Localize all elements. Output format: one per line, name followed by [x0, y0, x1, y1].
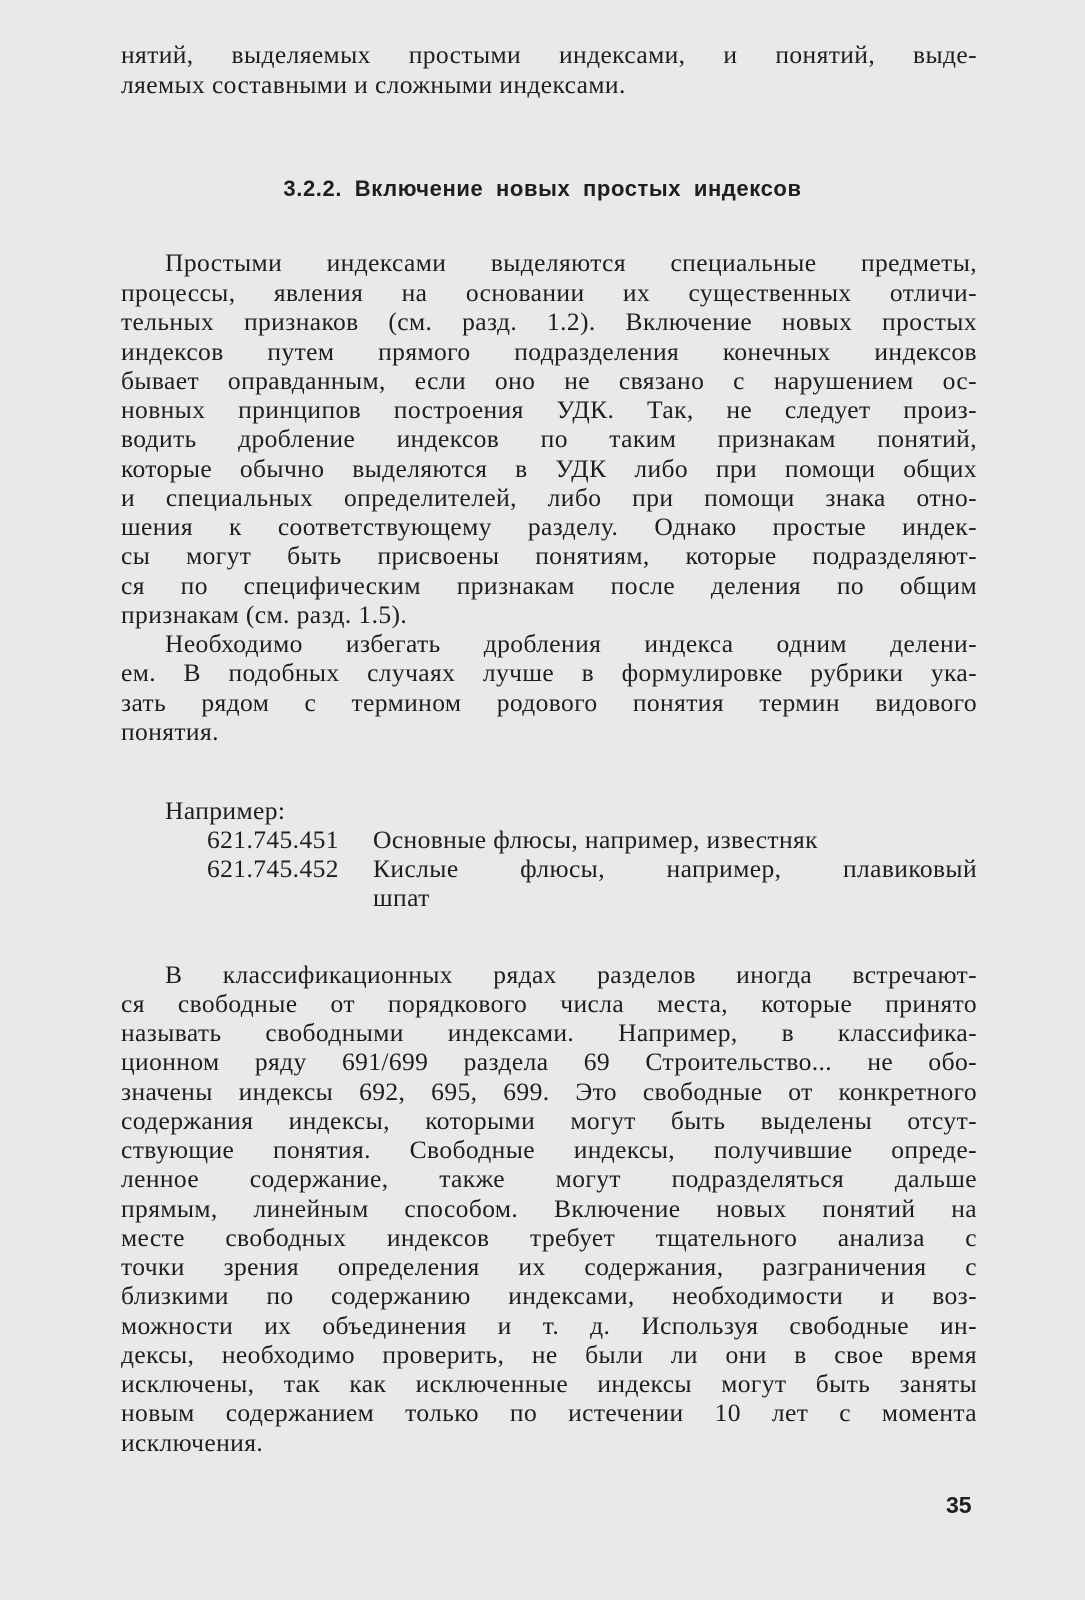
- text-line: месте свободных индексов требует тщательного анализа с: [121, 1223, 977, 1252]
- text-line: водить дробление индексов по таким признакам понятий,: [121, 424, 977, 453]
- text-line: ем. В подобных случаях лучше в формулировке рубрики ука-: [121, 658, 977, 687]
- example-row: [207, 825, 977, 855]
- text-line: содержания индексы, которыми могут быть выделены отсут-: [121, 1106, 977, 1135]
- text-line: Необходимо избегать дробления индекса одним делени-: [165, 629, 977, 658]
- text-line: исключены, так как исключенные индексы могут быть заняты: [121, 1369, 977, 1398]
- section-heading: 3.2.2. Включение новых простых индексов: [283, 176, 802, 201]
- text-line: сы могут быть присвоены понятиям, которые подразделяют-: [121, 541, 977, 570]
- text-line: значены индексы 692, 695, 699. Это свободные от конкретного: [121, 1077, 977, 1106]
- text-line: индексов путем прямого подразделения конечных индексов: [121, 337, 977, 366]
- text-line: Простыми индексами выделяются специальные предметы,: [165, 248, 977, 277]
- text-line: называть свободными индексами. Например, в классифика-: [121, 1018, 977, 1047]
- text-line: признакам (см. разд. 1.5).: [121, 600, 408, 629]
- text-line: ся по специфическим признакам после деления по общим: [121, 571, 977, 600]
- text-line: можности их объединения и т. д. Используя свободные ин-: [121, 1311, 977, 1340]
- text-line: новым содержанием только по истечении 10 лет с момента: [121, 1398, 977, 1427]
- text-line: дексы, необходимо проверить, не были ли они в свое время: [121, 1340, 977, 1369]
- page-number: 35: [946, 1492, 972, 1518]
- example-code: 621.745.452: [207, 854, 339, 883]
- example-row: [207, 854, 977, 884]
- text-line: понятия.: [121, 717, 219, 746]
- example-row: [207, 883, 977, 913]
- text-line: шения к соответствующему разделу. Однако простые индек-: [121, 512, 977, 541]
- text-line: ленное содержание, также могут подразделяться дальше: [121, 1164, 977, 1193]
- text-line: ствующие понятия. Свободные индексы, получившие опреде-: [121, 1135, 977, 1164]
- text-line: ляемых составными и сложными индексами.: [121, 70, 626, 99]
- text-line: прямым, линейным способом. Включение новых понятий на: [121, 1194, 977, 1223]
- text-line: новных принципов построения УДК. Так, не следует произ-: [121, 395, 977, 424]
- text-line: и специальных определителей, либо при помощи знака отно-: [121, 483, 977, 512]
- text-line: тельных признаков (см. разд. 1.2). Включение новых простых: [121, 307, 977, 336]
- text-line: ционном ряду 691/699 раздела 69 Строительство... не обо-: [121, 1047, 977, 1076]
- example-text: Основные флюсы, например, известняк: [373, 825, 818, 854]
- example-text: Кислые флюсы, например, плавиковый: [373, 854, 977, 883]
- text-line: которые обычно выделяются в УДК либо при помощи общих: [121, 454, 977, 483]
- text-line: процессы, явления на основании их существенных отличи-: [121, 278, 977, 307]
- text-line: бывает оправданным, если оно не связано с нарушением ос-: [121, 366, 977, 395]
- text-line: близкими по содержанию индексами, необходимости и воз-: [121, 1281, 977, 1310]
- example-code: 621.745.451: [207, 825, 339, 854]
- text-line: ся свободные от порядкового числа места, которые принято: [121, 989, 977, 1018]
- text-line: исключения.: [121, 1428, 264, 1457]
- text-line: нятий, выделяемых простыми индексами, и понятий, выде-: [121, 40, 977, 69]
- example-text: шпат: [373, 883, 430, 912]
- text-line: точки зрения определения их содержания, разграничения с: [121, 1252, 977, 1281]
- example-label: Например:: [165, 796, 286, 825]
- text-line: зать рядом с термином родового понятия термин видового: [121, 688, 977, 717]
- text-line: В классификационных рядах разделов иногда встречают-: [165, 960, 977, 989]
